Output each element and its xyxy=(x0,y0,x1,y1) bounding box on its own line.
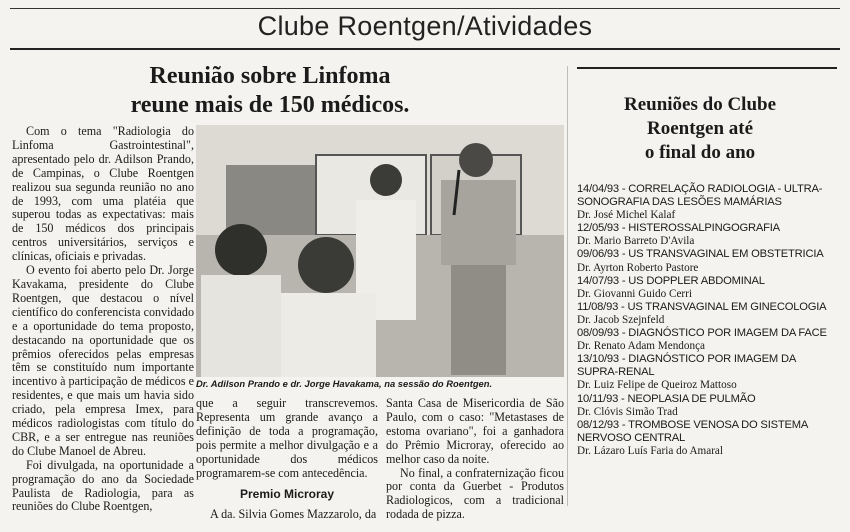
article-paragraph: que a seguir transcrevemos. Representa um grande avanço a definição de toda a programação, pois permite a melhor divulgação e a oportunidade dos médicos programarem-se com antecedência. xyxy=(196,396,378,480)
sidebar-title xyxy=(580,93,820,165)
meeting-speaker: Dr. Jacob Szejnfeld xyxy=(577,313,665,326)
meeting-speaker: Dr. Luiz Felipe de Queiroz Mattoso xyxy=(577,379,737,392)
page-title: Clube Roentgen/Atividades xyxy=(257,11,593,41)
meeting-event: 14/04/93 - CORRELAÇÃO RADIOLOGIA - ULTRA-SONOGRAFIA DAS LESÕES MAMÁRIAS xyxy=(577,183,823,209)
meeting-speaker: Dr. José Michel Kalaf xyxy=(577,209,676,222)
meeting-item xyxy=(577,222,839,248)
article-paragraph: O evento foi aberto pelo Dr. Jorge Kavakama, presidente do Clube Roentgen, que destacou o nível científico do conferencista convidado e a oportunidade do tema proposto, destacando na oportunidade que os prêmios oferecidos pelas empresas têm se constituído num importante incentivo à participação de médicos e residentes, e que mais um havia sido criado, pela empresa Imex, para médicos radiologistas com título do CBR, e a ser entregue nas reuniões do Clube Manoel de Abreu. xyxy=(12,263,194,458)
meeting-speaker: Dr. Giovanni Guido Cerri xyxy=(577,287,692,300)
meeting-item xyxy=(577,248,839,274)
meeting-event: 11/08/93 - US TRANSVAGINAL EM GINECOLOGIA xyxy=(577,300,827,313)
article-paragraph: No final, a confraternização ficou por conta da Guerbet - Produtos Radiologicos, com a tradicional rodada de pizza. xyxy=(386,465,564,522)
meeting-speaker: Dr. Mario Barreto D'Avila xyxy=(577,235,695,248)
meeting-item xyxy=(577,301,839,327)
meeting-schedule-list xyxy=(577,183,839,458)
section-subhead: Premio Microray xyxy=(239,487,335,502)
meeting-speaker: Dr. Lázaro Luís Faria do Amaral xyxy=(577,444,724,457)
meeting-speaker: Dr. Ayrton Roberto Pastore xyxy=(577,261,699,274)
meeting-event: 14/07/93 - US DOPPLER ABDOMINAL xyxy=(577,274,765,287)
headline-line-2: reune mais de 150 médicos. xyxy=(130,92,410,118)
photo-caption: Dr. Adilson Prando e dr. Jorge Havakama, na sessão do Roentgen. xyxy=(196,378,493,389)
article-paragraph: Santa Casa de Misericordia de São Paulo, com o caso: "Metastases de estoma ovariano", foi a ganhadora do Prêmio Microray, oferecido ao melhor caso da noite. xyxy=(386,396,564,466)
meeting-speaker: Dr. Clóvis Simão Trad xyxy=(577,405,678,418)
meeting-item xyxy=(577,183,839,222)
sidebar-top-rule xyxy=(577,67,837,69)
event-photo-illustration xyxy=(196,125,564,377)
meeting-event: 13/10/93 - DIAGNÓSTICO POR IMAGEM DA SUPRA-RENAL xyxy=(577,353,796,379)
article-column-3 xyxy=(386,397,564,522)
sidebar-title-line: o final do ano xyxy=(644,142,756,163)
meeting-event: 08/09/93 - DIAGNÓSTICO POR IMAGEM DA FACE xyxy=(577,327,827,340)
meeting-item xyxy=(577,393,839,419)
article-column-1 xyxy=(12,125,194,514)
meeting-event: 12/05/93 - HISTEROSSALPINGOGRAFIA xyxy=(577,222,780,235)
masthead-bottom-rule xyxy=(10,48,840,50)
article-paragraph: A da. Silvia Gomes Mazzarolo, da xyxy=(210,507,377,522)
meeting-item xyxy=(577,327,839,353)
meeting-event: 09/06/93 - US TRANSVAGINAL EM OBSTETRICIA xyxy=(577,248,824,261)
meeting-event: 08/12/93 - TROMBOSE VENOSA DO SISTEMA NERVOSO CENTRAL xyxy=(577,418,808,444)
event-photo xyxy=(196,125,564,377)
column-divider xyxy=(567,66,568,506)
headline-line-1: Reunião sobre Linfoma xyxy=(149,63,391,89)
sidebar-title-line: Roentgen até xyxy=(646,118,754,139)
meeting-item xyxy=(577,275,839,301)
meeting-speaker: Dr. Renato Adam Mendonça xyxy=(577,340,706,353)
article-paragraph: Foi divulgada, na oportunidade a programação do ano da Sociedade Paulista de Radiologia, para as reuniões do Clube Roentgen, xyxy=(12,457,194,514)
article-column-2 xyxy=(196,397,378,522)
article-paragraph: Com o tema "Radiologia do Linfoma Gastrointestinal", apresentado pelo dr. Adilson Prando, de Campinas, o Clube Roentgen realizou sua segunda reunião no ano de 1993, com uma platéia que superou todas as expectativas: mais de 150 médicos dos principais centros universitários, serviços e clínicas, oficiais e privadas. xyxy=(12,124,194,264)
meeting-event: 10/11/93 - NEOPLASIA DE PULMÃO xyxy=(577,392,756,405)
meeting-item xyxy=(577,419,839,458)
article-headline xyxy=(40,62,500,120)
sidebar-title-line: Reuniões do Clube xyxy=(623,94,777,115)
meeting-item xyxy=(577,353,839,392)
